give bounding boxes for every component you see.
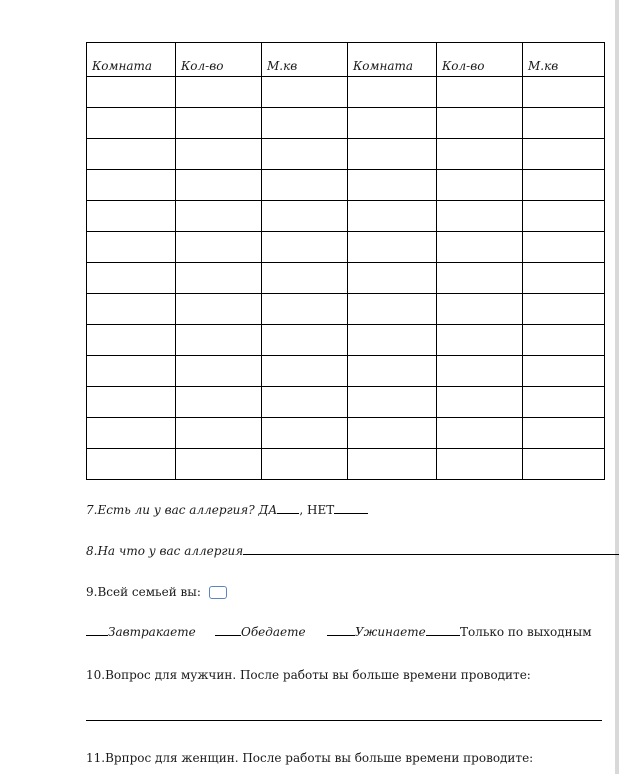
table-cell[interactable]	[87, 418, 176, 449]
table-cell[interactable]	[523, 108, 605, 139]
table-cell[interactable]	[87, 77, 176, 108]
table-cell[interactable]	[437, 418, 523, 449]
table-cell[interactable]	[262, 201, 348, 232]
table-cell[interactable]	[348, 108, 437, 139]
option-weekends[interactable]	[426, 625, 592, 639]
table-cell[interactable]	[176, 294, 262, 325]
table-cell[interactable]	[87, 387, 176, 418]
option-weekends-blank[interactable]	[426, 625, 460, 636]
table-cell[interactable]	[348, 139, 437, 170]
question-11-text: 11.Врпрос для женщин. После работы вы больше времени проводите:	[86, 751, 534, 765]
table-row	[87, 201, 605, 232]
table-cell[interactable]	[523, 170, 605, 201]
option-dinner-blank[interactable]	[327, 625, 355, 636]
table-cell[interactable]	[348, 325, 437, 356]
option-lunch[interactable]	[215, 625, 306, 639]
table-cell[interactable]	[262, 263, 348, 294]
table-cell[interactable]	[176, 449, 262, 480]
table-cell[interactable]	[437, 449, 523, 480]
question-7-text: 7.Есть ли у вас аллергия? ДА	[86, 503, 278, 517]
table-cell[interactable]	[262, 108, 348, 139]
table-cell[interactable]	[262, 356, 348, 387]
table-cell[interactable]	[348, 449, 437, 480]
rooms-table	[86, 42, 605, 480]
table-cell[interactable]	[87, 232, 176, 263]
question-10-text: 10.Вопрос для мужчин. После работы вы больше времени проводите:	[86, 668, 531, 682]
table-row	[87, 387, 605, 418]
table-row	[87, 418, 605, 449]
table-cell[interactable]	[437, 263, 523, 294]
header-count-2: Кол-во	[437, 43, 523, 77]
table-cell[interactable]	[87, 108, 176, 139]
table-cell[interactable]	[176, 232, 262, 263]
table-cell[interactable]	[348, 387, 437, 418]
table-cell[interactable]	[523, 325, 605, 356]
table-cell[interactable]	[437, 356, 523, 387]
table-cell[interactable]	[348, 263, 437, 294]
table-cell[interactable]	[348, 418, 437, 449]
table-cell[interactable]	[176, 356, 262, 387]
allergy-yes-blank[interactable]	[277, 503, 299, 514]
table-cell[interactable]	[176, 77, 262, 108]
table-row	[87, 139, 605, 170]
option-weekends-label: Только по выходным	[460, 625, 592, 639]
family-meals-checkbox[interactable]	[209, 586, 227, 599]
table-cell[interactable]	[176, 201, 262, 232]
table-cell[interactable]	[523, 418, 605, 449]
option-dinner-label: Ужинаете	[355, 625, 426, 639]
table-cell[interactable]	[262, 232, 348, 263]
question-7	[86, 503, 368, 517]
table-cell[interactable]	[87, 139, 176, 170]
table-cell[interactable]	[523, 263, 605, 294]
table-row	[87, 263, 605, 294]
table-cell[interactable]	[176, 387, 262, 418]
table-cell[interactable]	[348, 170, 437, 201]
table-cell[interactable]	[87, 356, 176, 387]
table-cell[interactable]	[437, 201, 523, 232]
header-room-1: Комната	[87, 43, 176, 77]
allergy-no-blank[interactable]	[334, 503, 368, 514]
table-cell[interactable]	[523, 139, 605, 170]
table-cell[interactable]	[262, 449, 348, 480]
option-breakfast-label: Завтракаете	[108, 625, 196, 639]
header-area-2: М.кв	[523, 43, 605, 77]
option-breakfast-blank[interactable]	[86, 625, 108, 636]
option-lunch-label: Обедаете	[241, 625, 306, 639]
table-cell[interactable]	[87, 449, 176, 480]
table-cell[interactable]	[176, 418, 262, 449]
table-cell[interactable]	[176, 325, 262, 356]
table-cell[interactable]	[262, 170, 348, 201]
question-8-text: 8.На что у вас аллергия	[86, 544, 244, 558]
table-cell[interactable]	[176, 170, 262, 201]
option-breakfast[interactable]	[86, 625, 196, 639]
table-cell[interactable]	[348, 232, 437, 263]
table-row	[87, 325, 605, 356]
table-row	[87, 449, 605, 480]
table-cell[interactable]	[523, 294, 605, 325]
table-cell[interactable]	[437, 108, 523, 139]
table-cell[interactable]	[437, 77, 523, 108]
answer-line-10[interactable]	[86, 720, 602, 721]
table-row	[87, 232, 605, 263]
table-cell[interactable]	[437, 170, 523, 201]
table-cell[interactable]	[523, 387, 605, 418]
option-dinner[interactable]	[327, 625, 426, 639]
table-row	[87, 108, 605, 139]
table-row	[87, 294, 605, 325]
table-cell[interactable]	[437, 139, 523, 170]
question-7-separator: , НЕТ	[299, 503, 335, 517]
table-cell[interactable]	[87, 170, 176, 201]
table-cell[interactable]	[262, 387, 348, 418]
table-cell[interactable]	[523, 449, 605, 480]
page-edge	[615, 0, 619, 774]
table-cell[interactable]	[87, 325, 176, 356]
table-cell[interactable]	[437, 387, 523, 418]
question-10	[86, 668, 531, 682]
table-cell[interactable]	[348, 201, 437, 232]
table-cell[interactable]	[176, 108, 262, 139]
table-cell[interactable]	[348, 356, 437, 387]
table-cell[interactable]	[176, 263, 262, 294]
question-9	[86, 585, 227, 599]
table-cell[interactable]	[523, 232, 605, 263]
question-8	[86, 544, 619, 558]
allergy-details-blank[interactable]	[243, 544, 619, 555]
option-lunch-blank[interactable]	[215, 625, 241, 636]
header-room-2: Комната	[348, 43, 437, 77]
question-11	[86, 751, 533, 765]
table-cell[interactable]	[262, 325, 348, 356]
table-cell[interactable]	[348, 294, 437, 325]
table-cell[interactable]	[262, 139, 348, 170]
table-cell[interactable]	[262, 418, 348, 449]
table-cell[interactable]	[262, 77, 348, 108]
table-cell[interactable]	[176, 139, 262, 170]
table-cell[interactable]	[348, 77, 437, 108]
header-count-1: Кол-во	[176, 43, 262, 77]
question-9-text: 9.Всей семьей вы:	[86, 585, 201, 599]
table-cell[interactable]	[262, 294, 348, 325]
table-cell[interactable]	[437, 325, 523, 356]
table-cell[interactable]	[523, 356, 605, 387]
table-cell[interactable]	[87, 201, 176, 232]
table-cell[interactable]	[523, 77, 605, 108]
table-row	[87, 170, 605, 201]
table-cell[interactable]	[437, 294, 523, 325]
table-cell[interactable]	[523, 201, 605, 232]
table-header-row	[87, 43, 605, 77]
table-row	[87, 356, 605, 387]
table-cell[interactable]	[87, 294, 176, 325]
table-cell[interactable]	[437, 232, 523, 263]
header-area-1: М.кв	[262, 43, 348, 77]
table-cell[interactable]	[87, 263, 176, 294]
table-row	[87, 77, 605, 108]
